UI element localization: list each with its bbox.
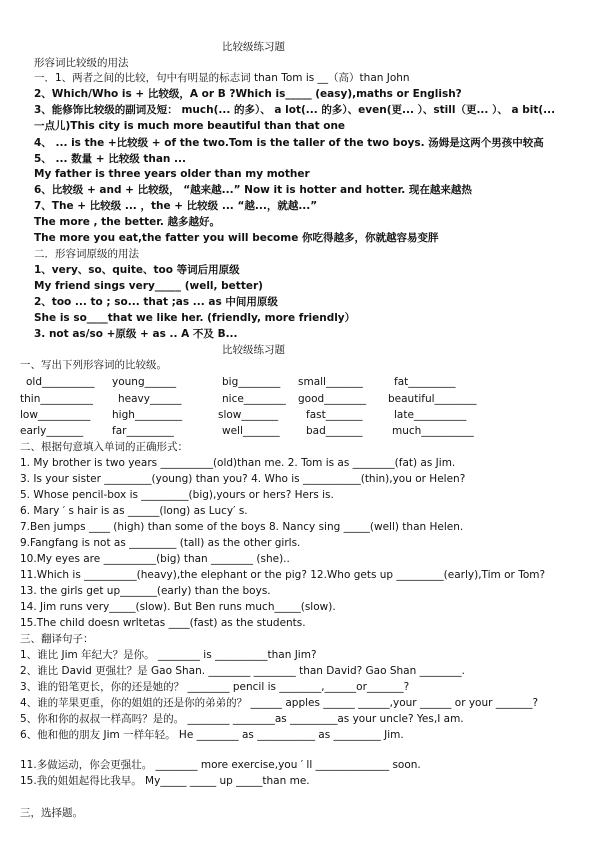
exercise-line: 6. Mary ′ s hair is as ______(long) as Lucy′ s. [20, 505, 248, 517]
grammar-line: The more you eat,the fatter you will become 你吃得越多，你就越容易变胖 [34, 232, 439, 244]
word-item: heavy______ [118, 393, 182, 405]
section-heading: 三、翻译句子： [20, 633, 94, 645]
word-item: fat_________ [394, 376, 456, 388]
word-item: slow_______ [218, 409, 279, 421]
grammar-line: 一点儿)This city is much more beautiful than that one [34, 120, 346, 132]
section-heading: 三，选择题。 [20, 807, 83, 819]
grammar-line: 3、能修饰比较级的副词及短： much(... 的多）、 a lot(... 的多）、even(更... ）、still（更... ）、 a bit(... [34, 104, 556, 116]
grammar-line: 一．1、两者之间的比较，句中有明显的标志词 than Tom is __（高）than John [34, 72, 410, 84]
translation-line: 11.多做运动，你会更强壮。 ________ more exercise,you ′ ll ______________ soon. [20, 759, 421, 771]
word-item: young______ [112, 376, 177, 388]
exercise-line: 7.Ben jumps ____ (high) than some of the boys 8. Nancy sing _____(well) than Helen. [20, 521, 464, 533]
grammar-line: 4、 ... is the +比较级 + of the two.Tom is the taller of the two boys. 汤姆是这两个男孩中较高 [34, 137, 544, 149]
exercise-line: 14. Jim runs very_____(slow). But Ben runs much_____(slow). [20, 601, 336, 613]
word-item: small_______ [298, 376, 363, 388]
word-item: low__________ [20, 409, 91, 421]
exercise-line: 9.Fangfang is not as _________ (tall) as the other girls. [20, 537, 301, 549]
word-item: beautiful________ [388, 393, 477, 405]
word-item: nice________ [222, 393, 286, 405]
translation-line: 3、谁的铅笔更长，你的还是她的？ ________ pencil is ________,______or_______? [20, 681, 410, 693]
exercise-line: 5. Whose pencil-box is _________(big),yours or hers? Hers is. [20, 489, 334, 501]
word-item: late__________ [394, 409, 467, 421]
word-item: fast_______ [306, 409, 363, 421]
grammar-line: 2、Which/Who is + 比较级，A or B ?Which is_____ (easy),maths or English? [34, 88, 462, 100]
grammar-line: 5、 ... 数量 + 比较级 than ... [34, 153, 187, 165]
translation-line: 2、谁比 David 更强壮？是 Gao Shan. ________ ________ than David? Gao Shan ________. [20, 665, 465, 677]
grammar-line: 2、too ... to ; so... that ;as ... as 中间用原级 [34, 296, 278, 308]
word-item: far_________ [112, 425, 174, 437]
exercise-line: 15.The child doesn wrltetas ____(fast) as the students. [20, 617, 306, 629]
grammar-line: The more , the better. 越多越好。 [34, 216, 221, 228]
section-heading: 二、根据句意填入单词的正确形式： [20, 441, 188, 453]
section-subtitle: 形容词比较级的用法 [34, 57, 129, 69]
exercise-line: 13. the girls get up_______(early) than the boys. [20, 585, 271, 597]
translation-line: 15.我的姐姐起得比我早。 My_____ _____ up _____than me. [20, 775, 310, 787]
translation-line: 6、他和他的朋友 Jim 一样年轻。 He ________ as ___________ as _________ Jim. [20, 729, 404, 741]
grammar-line: 6、比较级 + and + 比较级， “越来越...” Now it is hotter and hotter. 现在越来越热 [34, 184, 472, 196]
grammar-line: My friend sings very_____ (well, better) [34, 280, 263, 292]
word-item: bad_______ [306, 425, 363, 437]
word-item: well_______ [222, 425, 280, 437]
word-item: old__________ [26, 376, 95, 388]
section-heading: 一、写出下列形容词的比较级。 [20, 359, 167, 371]
grammar-line: She is so____that we like her. (friendly, more friendly） [34, 312, 356, 324]
exercise-line: 1. My brother is two years __________(old)than me. 2. Tom is as ________(fat) as Jim. [20, 457, 456, 469]
translation-line: 4、谁的苹果更重，你的姐姐的还是你的弟弟的？ ______ apples ______ ______,your ______ or your _______? [20, 697, 539, 709]
grammar-line: 1、very、so、quite、too 等词后用原级 [34, 264, 240, 276]
grammar-line: My father is three years older than my mother [34, 168, 310, 180]
word-item: early_______ [20, 425, 84, 437]
exercise-line: 11.Which is __________(heavy),the elephant or the pig? 12.Who gets up _________(early),Tim or Tom? [20, 569, 546, 581]
section-heading: 二．形容词原级的用法 [34, 248, 139, 260]
word-item: high_________ [112, 409, 183, 421]
page-title: 比较级练习题 [222, 41, 285, 53]
exercise-title: 比较级练习题 [222, 344, 285, 356]
exercise-line: 3. Is your sister _________(young) than you? 4. Who is ___________(thin),you or Helen? [20, 473, 466, 485]
word-item: thin__________ [20, 393, 93, 405]
grammar-line: 3. not as/so +原级 + as .. A 不及 B... [34, 328, 238, 340]
grammar-line: 7、The + 比较级 ... ，the + 比较级 ... “越...，就越...” [34, 200, 318, 212]
exercise-line: 10.My eyes are __________(big) than ________ (she).. [20, 553, 290, 565]
word-item: much__________ [392, 425, 474, 437]
word-item: good________ [298, 393, 367, 405]
translation-line: 5、你和你的叔叔一样高吗？是的。 ________ ________as _________as your uncle? Yes,I am. [20, 713, 464, 725]
translation-line: 1、谁比 Jim 年纪大？是你。 ________ is __________than Jim? [20, 649, 317, 661]
word-item: big________ [222, 376, 281, 388]
